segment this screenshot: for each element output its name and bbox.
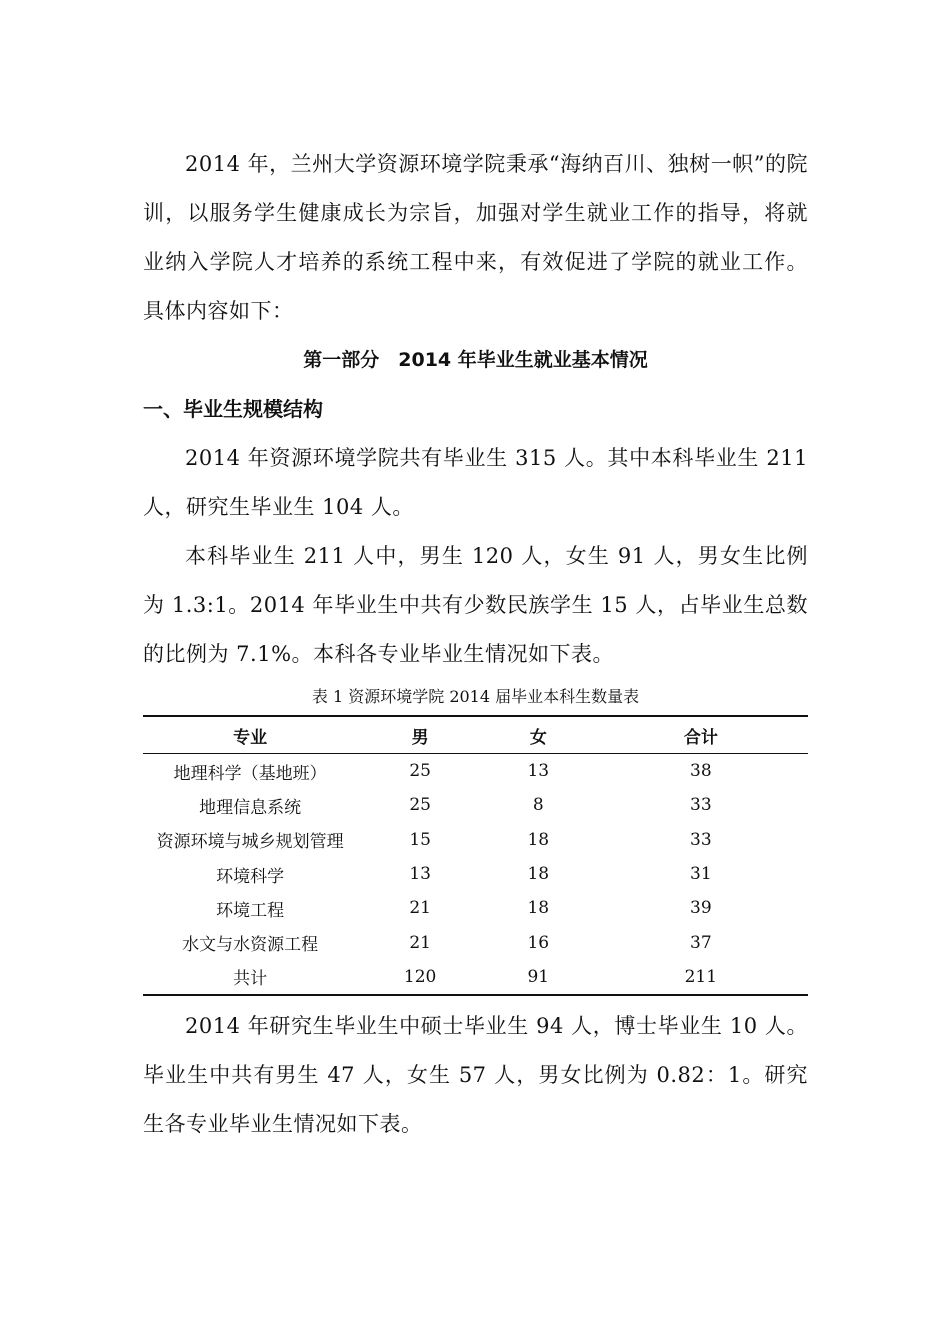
cell-major: 地理信息系统 <box>199 797 302 818</box>
cell-female: 13 <box>527 761 550 782</box>
table-row <box>143 788 808 822</box>
cell-female: 16 <box>527 932 550 953</box>
cell-male: 25 <box>409 761 431 782</box>
cell-male: 21 <box>409 898 431 919</box>
cell-male: 13 <box>409 864 431 885</box>
cell-major: 地理科学（基地班） <box>173 763 327 784</box>
cell-major: 资源环境与城乡规划管理 <box>156 832 344 853</box>
undergrad-paragraph: 本科毕业生 211 人中，男生 120 人，女生 91 人，男女生比例为 1.3:1。2014 年毕业生中共有少数民族学生 15 人，占毕业生总数的比例为 7.1%。本科各专业毕业生情况如下表。 <box>143 544 808 666</box>
cell-male: 21 <box>409 932 431 953</box>
cell-major: 环境工程 <box>216 900 285 921</box>
cell-total: 38 <box>690 761 712 782</box>
header-total: 合计 <box>683 727 718 748</box>
cell-male: 25 <box>409 795 431 816</box>
table-row <box>143 891 808 925</box>
cell-female: 18 <box>527 898 550 919</box>
document-page <box>143 140 808 1149</box>
intro-paragraph: 2014 年，兰州大学资源环境学院秉承“海纳百川、独树一帜”的院训，以服务学生健康成长为宗旨，加强对学生就业工作的指导，将就业纳入学院人才培养的系统工程中来，有效促进了学院的就业工作。具体内容如下： <box>143 152 808 323</box>
cell-total: 39 <box>690 898 712 919</box>
scale-paragraph: 2014 年资源环境学院共有毕业生 315 人。其中本科毕业生 211 人，研究生毕业生 104 人。 <box>143 446 808 519</box>
table-row <box>143 925 808 959</box>
cell-male: 120 <box>403 966 437 987</box>
cell-female: 8 <box>532 795 544 816</box>
table-row <box>143 823 808 857</box>
table-caption: 表 1 资源环境学院 2014 届毕业本科生数量表 <box>311 687 640 706</box>
cell-total: 33 <box>690 829 712 850</box>
cell-total: 33 <box>690 795 712 816</box>
cell-male: 15 <box>409 829 431 850</box>
cell-major: 环境科学 <box>216 866 285 887</box>
cell-major: 共计 <box>233 969 268 990</box>
section-title: 一、毕业生规模结构 <box>143 397 323 421</box>
undergrad-table <box>143 715 808 996</box>
graduate-paragraph: 2014 年研究生毕业生中硕士毕业生 94 人，博士毕业生 10 人。毕业生中共有男生 47 人，女生 57 人，男女比例为 0.82：1。研究生各专业毕业生情况如下表。 <box>143 1014 808 1137</box>
table-total-row <box>143 960 808 995</box>
cell-total: 31 <box>690 864 712 885</box>
table-row <box>143 857 808 891</box>
cell-major: 水文与水资源工程 <box>182 935 319 956</box>
cell-female: 18 <box>527 864 550 885</box>
header-male: 男 <box>411 727 429 748</box>
header-major: 专业 <box>233 727 268 748</box>
cell-female: 18 <box>527 829 550 850</box>
cell-female: 91 <box>527 966 550 987</box>
header-female: 女 <box>529 727 547 748</box>
cell-total: 37 <box>690 932 712 953</box>
cell-total: 211 <box>684 966 718 987</box>
table-header-row <box>143 716 808 754</box>
table-row <box>143 754 808 789</box>
part-title: 第一部分 2014 年毕业生就业基本情况 <box>303 349 648 371</box>
